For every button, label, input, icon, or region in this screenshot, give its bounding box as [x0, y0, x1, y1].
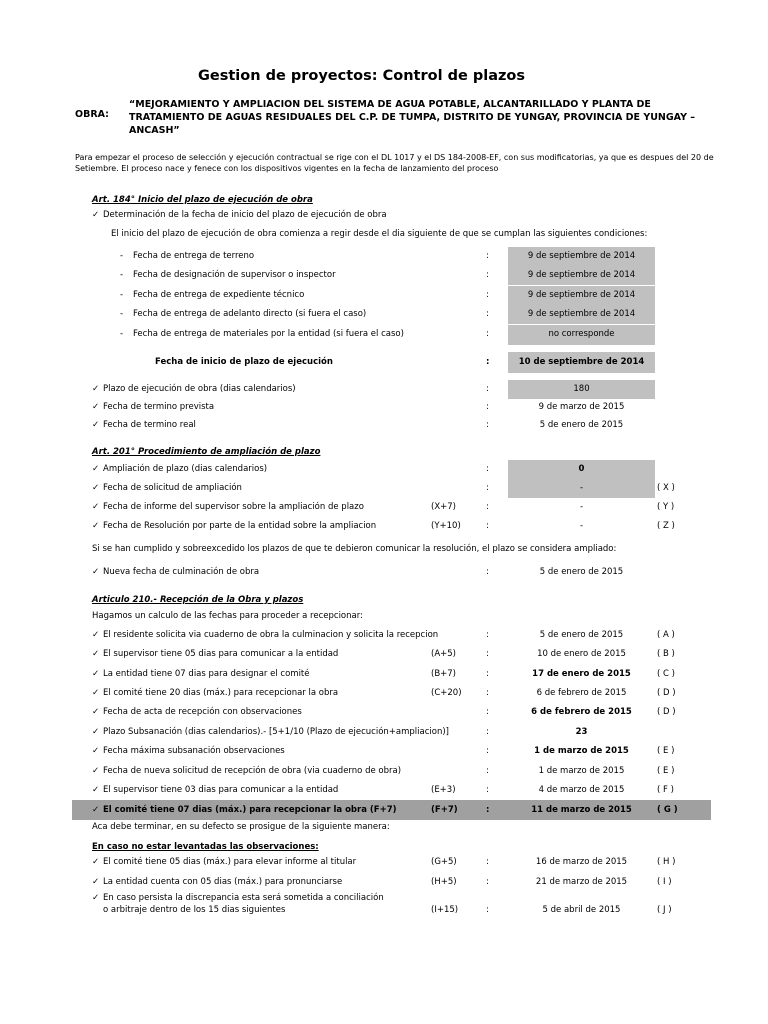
- no-levantadas-row: o arbitraje dentro de los 15 dias siguientes (I+15) : 5 de abril de 2015 ( J ): [103, 905, 672, 915]
- check-icon: [92, 498, 99, 517]
- condition-label: Fecha de entrega de terreno: [133, 251, 255, 261]
- row-label: Determinación de la fecha de inicio del plazo de ejecución de obra: [103, 210, 387, 220]
- no-levantadas-row: ✓ En caso persista la discrepancia esta será sometida a conciliación: [0, 889, 768, 907]
- check-icon: [92, 416, 99, 435]
- check-icon: [92, 762, 99, 781]
- art201-row: ✓ Fecha de solicitud de ampliación : - ( X ): [0, 479, 768, 498]
- art201-row: ✓ Fecha de Resolución por parte de la entidad sobre la ampliacion (Y+10) : - ( Z ): [0, 517, 768, 536]
- condition-label: Fecha de entrega de expediente técnico: [133, 290, 305, 300]
- art210-row: ✓ La entidad tiene 07 dias para designar el comité (B+7) : 17 de enero de 2015 ( C ): [0, 665, 768, 684]
- art210-row: ✓ El supervisor tiene 03 dias para comunicar a la entidad (E+3) : 4 de marzo de 2015 ( F ): [0, 781, 768, 800]
- check-icon: [92, 723, 99, 742]
- termino-real-row: ✓ Fecha de termino real : 5 de enero de 2015: [0, 416, 768, 435]
- art201-note: Si se han cumplido y sobreexcedido los plazos de que te debieron comunicar la resolución, el plazo se considera ampliado:: [92, 544, 617, 554]
- no-levantadas-row: ✓ La entidad cuenta con 05 dias (máx.) para pronunciarse (H+5) : 21 de marzo de 2015 ( I ): [0, 873, 768, 892]
- inicio-value: 10 de septiembre de 2014: [508, 352, 655, 373]
- no-levantadas-row: ✓ El comité tiene 05 dias (máx.) para elevar informe al titular (G+5) : 16 de marzo de 2015 ( H ): [0, 853, 768, 872]
- check-icon: [92, 398, 99, 417]
- nueva-fecha-row: ✓ Nueva fecha de culminación de obra : 5 de enero de 2015: [0, 563, 768, 582]
- art184-determinacion-row: [0, 206, 768, 225]
- check-icon: [92, 563, 99, 582]
- plazo-row: ✓ Plazo de ejecución de obra (dias calendarios) : 180: [0, 380, 768, 399]
- art210-intro: Hagamos un calculo de las fechas para proceder a recepcionar:: [92, 611, 363, 621]
- check-icon: [92, 853, 99, 872]
- plazo-value: 180: [508, 380, 655, 399]
- condition-row: - Fecha de entrega de expediente técnico : 9 de septiembre de 2014: [0, 286, 768, 305]
- condition-row: - Fecha de entrega de terreno : 9 de septiembre de 2014: [0, 247, 768, 266]
- check-icon: [92, 703, 99, 722]
- art201-row: ✓ Fecha de informe del supervisor sobre la ampliación de plazo (X+7) : - ( Y ): [0, 498, 768, 517]
- art210-row: ✓ El comité tiene 20 dias (máx.) para recepcionar la obra (C+20) : 6 de febrero de 2015 ( D ): [0, 684, 768, 703]
- art210-row: ✓ Plazo Subsanación (dias calendarios).- [5+1/10 (Plazo de ejecución+ampliacion)] : 23: [0, 723, 768, 742]
- art210-highlighted-row: ✓ El comité tiene 07 dias (máx.) para recepcionar la obra (F+7) (F+7) : 11 de marzo de 2015 ( G ): [0, 800, 768, 820]
- intro-paragraph: Para empezar el proceso de selección y ejecución contractual se rige con el DL 1017 y el DS 184-2008-EF, con sus modificatorias, ya que es despues del 20 de Setiembre. El proceso nace y fenece con los dispositivos vigentes en la fecha de lanzamiento del proceso: [75, 153, 714, 173]
- section-heading-art184: Art. 184° Inicio del plazo de ejecución de obra: [92, 195, 313, 205]
- art210-row: ✓ Fecha de nueva solicitud de recepción de obra (via cuaderno de obra) : 1 de marzo de 2015 ( E ): [0, 762, 768, 781]
- condition-label: Fecha de entrega de adelanto directo (si fuera el caso): [133, 309, 367, 319]
- check-icon: [92, 460, 99, 479]
- condition-row: - Fecha de designación de supervisor o inspector : 9 de septiembre de 2014: [0, 266, 768, 285]
- check-icon: [92, 665, 99, 684]
- termino-prevista-row: ✓ Fecha de termino prevista : 9 de marzo de 2015: [0, 398, 768, 417]
- obra-label: OBRA:: [75, 109, 109, 120]
- art201-row: ✓ Ampliación de plazo (dias calendarios) : 0: [0, 460, 768, 479]
- condition-value: no corresponde: [508, 325, 655, 345]
- check-icon: [92, 479, 99, 498]
- check-icon: [92, 206, 99, 225]
- inicio-label: Fecha de inicio de plazo de ejecución: [155, 357, 333, 367]
- check-icon: [92, 380, 99, 399]
- check-icon: [92, 781, 99, 800]
- art210-after-note: Aca debe terminar, en su defecto se prosigue de la siguiente manera:: [92, 822, 390, 832]
- condition-label: Fecha de entrega de materiales por la entidad (si fuera el caso): [133, 329, 404, 339]
- art184-description: El inicio del plazo de ejecución de obra comienza a regir desde el dia siguiente de que se cumplan las siguientes condiciones:: [111, 229, 648, 239]
- art210-row: ✓ El residente solicita via cuaderno de obra la culminacion y solicita la recepcion : 5 de enero de 2015 ( A ): [0, 626, 768, 645]
- condition-value: 9 de septiembre de 2014: [508, 305, 655, 324]
- condition-row: - Fecha de entrega de materiales por la entidad (si fuera el caso) : no corresponde: [0, 325, 768, 345]
- section-heading-no-levantadas: En caso no estar levantadas las observaciones:: [92, 842, 319, 852]
- condition-row: - Fecha de entrega de adelanto directo (si fuera el caso) : 9 de septiembre de 2014: [0, 305, 768, 324]
- section-heading-art210: Articulo 210.- Recepción de la Obra y plazos: [92, 595, 304, 605]
- condition-label: Fecha de designación de supervisor o inspector: [133, 270, 336, 280]
- inicio-row: Fecha de inicio de plazo de ejecución : 10 de septiembre de 2014: [0, 352, 768, 373]
- condition-value: 9 de septiembre de 2014: [508, 247, 655, 266]
- art210-row: ✓ Fecha de acta de recepción con observaciones : 6 de febrero de 2015 ( D ): [0, 703, 768, 722]
- condition-value: 9 de septiembre de 2014: [508, 266, 655, 285]
- obra-description: “MEJORAMIENTO Y AMPLIACION DEL SISTEMA DE AGUA POTABLE, ALCANTARILLADO Y PLANTA DE TRATAMIENTO DE AGUAS RESIDUALES DEL C.P. DE TUMPA, DISTRITO DE YUNGAY, PROVINCIA DE YUNGAY – ANCASH”: [129, 99, 696, 136]
- check-icon: [92, 800, 99, 820]
- section-heading-art201: Art. 201° Procedimiento de ampliación de plazo: [92, 447, 321, 457]
- check-icon: [92, 626, 99, 645]
- art210-row: ✓ El supervisor tiene 05 dias para comunicar a la entidad (A+5) : 10 de enero de 2015 ( B ): [0, 645, 768, 664]
- check-icon: [92, 742, 99, 761]
- check-icon: [92, 684, 99, 703]
- check-icon: [92, 645, 99, 664]
- condition-value: 9 de septiembre de 2014: [508, 286, 655, 305]
- page-title: Gestion de proyectos: Control de plazos: [198, 68, 526, 84]
- check-icon: [92, 517, 99, 536]
- art210-row: ✓ Fecha máxima subsanación observaciones : 1 de marzo de 2015 ( E ): [0, 742, 768, 761]
